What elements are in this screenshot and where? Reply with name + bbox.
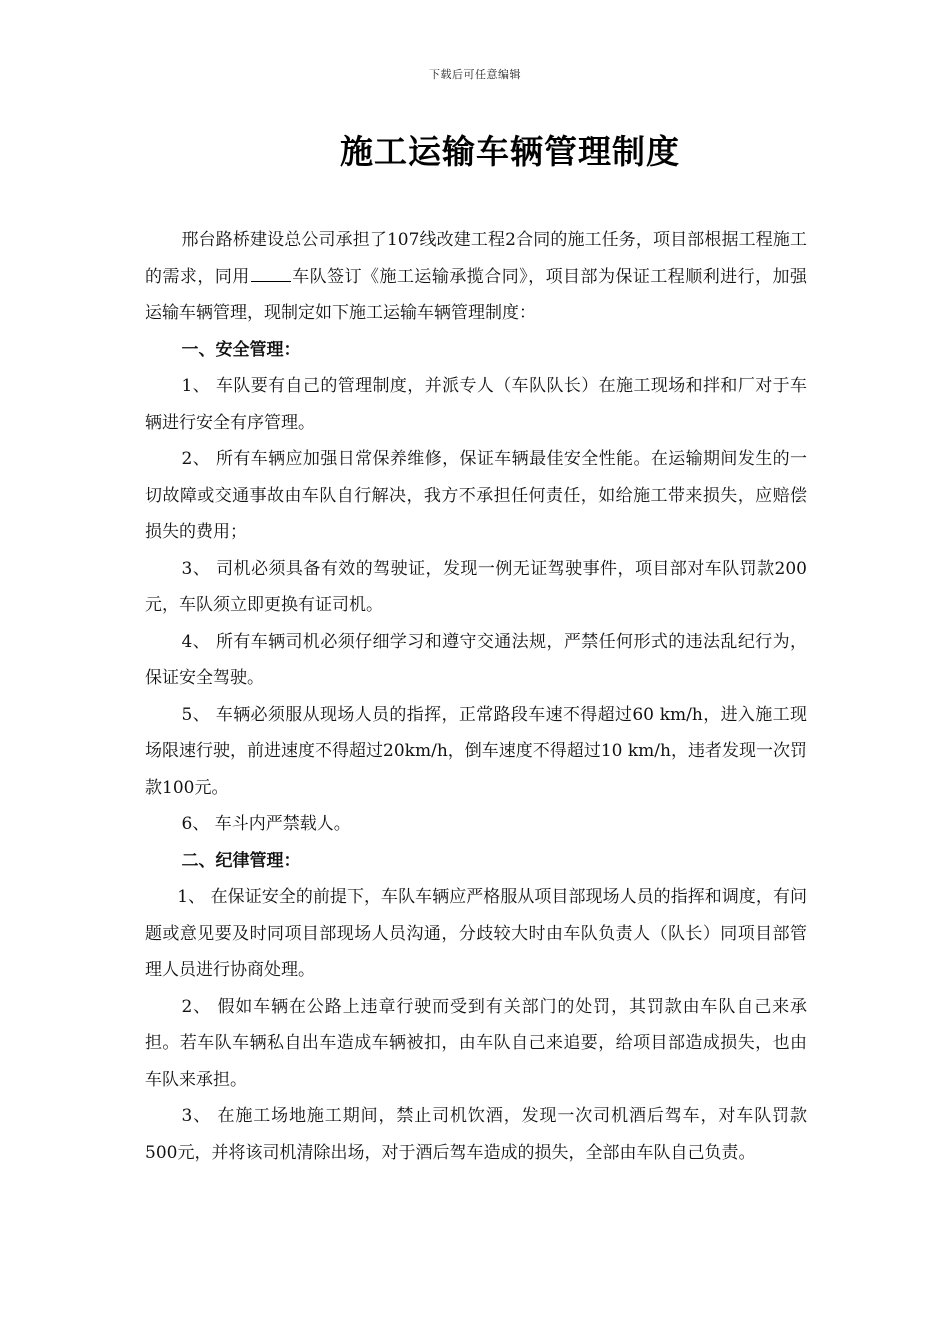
intro-paragraph (145, 222, 807, 332)
intro-text-part2: 车队签订《施工运输承揽合同》，项目部为保证工程顺利进行，加强运输车辆管理，现制定如下施工运输车辆管理制度： (145, 266, 807, 323)
header-note: 下载后可任意编辑 (429, 68, 521, 81)
document-title: 施工运输车辆管理制度 (340, 132, 680, 171)
discipline-item-2: 2、 假如车辆在公路上违章行驶而受到有关部门的处罚，其罚款由车队自己来承担。若车队车辆私自出车造成车辆被扣，由车队自己来追要，给项目部造成损失，也由车队来承担。 (145, 996, 807, 1090)
safety-item-5: 5、 车辆必须服从现场人员的指挥，正常路段车速不得超过60 km/h，进入施工现场限速行驶，前进速度不得超过20km/h，倒车速度不得超过10 km/h，违者发现一次罚款100元。 (145, 704, 807, 798)
safety-item-4: 4、 所有车辆司机必须仔细学习和遵守交通法规，严禁任何形式的违法乱纪行为，保证安全驾驶。 (145, 631, 807, 688)
safety-item-2: 2、 所有车辆应加强日常保养维修，保证车辆最佳安全性能。在运输期间发生的一切故障或交通事故由车队自行解决，我方不承担任何责任，如给施工带来损失，应赔偿损失的费用； (145, 449, 807, 542)
intro-text-part1: 邢台路桥建设总公司承担了107线改建工程2合同的施工任务，项目部根据工程施工的需求，同用 (145, 230, 807, 287)
safety-item-3: 3、 司机必须具备有效的驾驶证，发现一例无证驾驶事件，项目部对车队罚款200元，车队须立即更换有证司机。 (145, 558, 807, 615)
section-heading-safety: 一、安全管理： (181, 339, 301, 360)
discipline-item-1: 1、 在保证安全的前提下，车队车辆应严格服从项目部现场人员的指挥和调度，有问题或意见要及时同项目部现场人员沟通，分歧较大时由车队负责人（队长）同项目部管理人员进行协商处理。 (145, 887, 807, 980)
discipline-item-3: 3、 在施工场地施工期间，禁止司机饮酒，发现一次司机酒后驾车，对车队罚款500元，并将该司机清除出场，对于酒后驾车造成的损失，全部由车队自己负责。 (145, 1106, 807, 1163)
safety-item-6: 6、 车斗内严禁载人。 (181, 814, 351, 834)
blank-line (251, 265, 291, 282)
section-heading-discipline: 二、纪律管理： (181, 850, 301, 871)
safety-item-1: 1、 车队要有自己的管理制度，并派专人（车队队长）在施工现场和拌和厂对于车辆进行安全有序管理。 (145, 376, 807, 433)
document-body (145, 222, 807, 1171)
